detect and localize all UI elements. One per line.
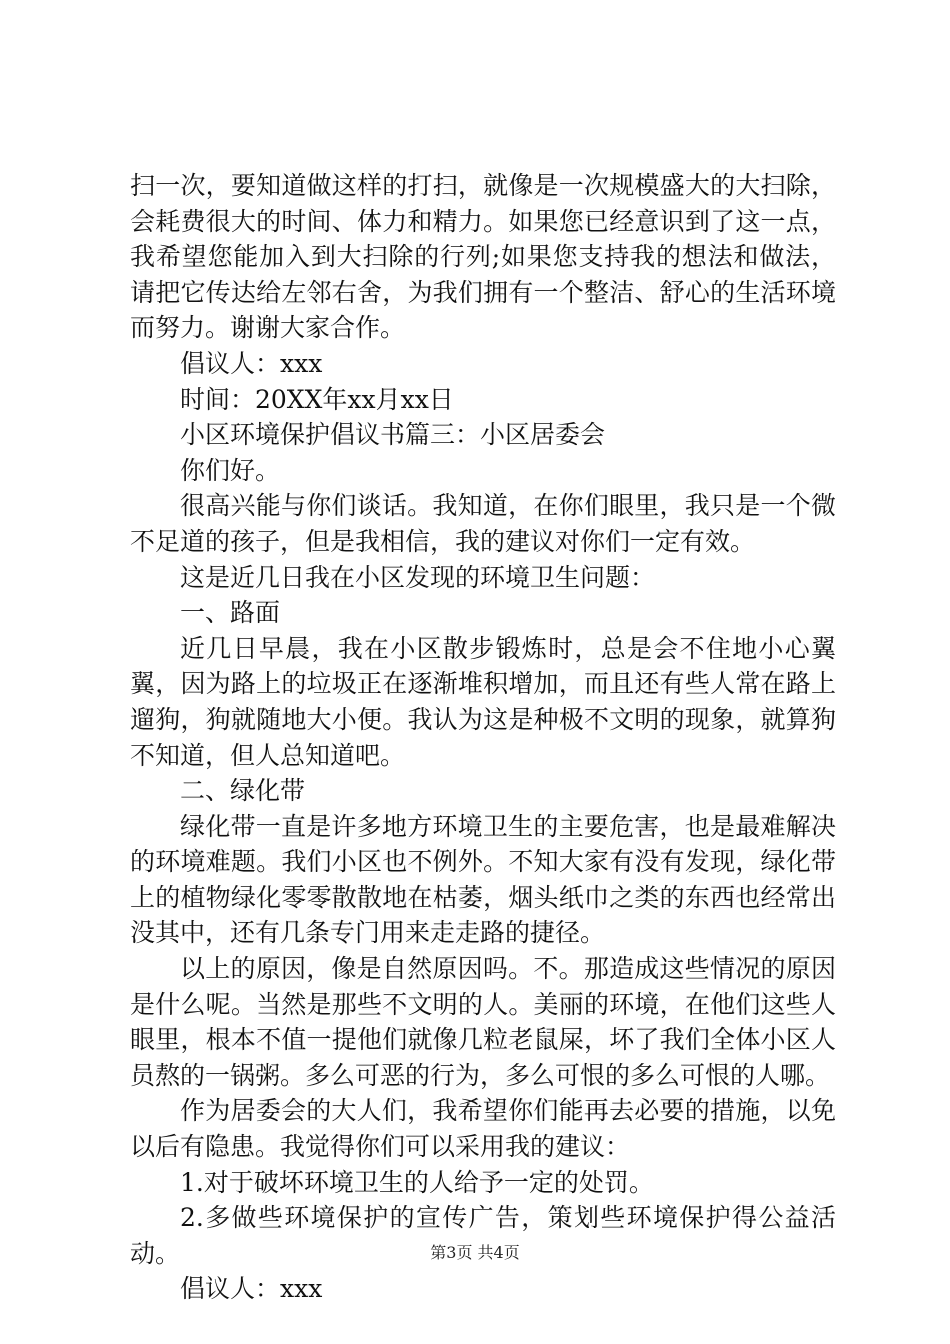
- paragraph-road: 近几日早晨，我在小区散步锻炼时，总是会不住地小心翼翼，因为路上的垃圾正在逐渐堆积增加，而且还有些人常在路上遛狗，狗就随地大小便。我认为这是种极不文明的现象，就算狗不知道，但人总知道吧。: [130, 633, 836, 770]
- paragraph-proposer: 倡议人：xxx: [180, 348, 323, 378]
- paragraph-closing-text: 扫一次，要知道做这样的打扫，就像是一次规模盛大的大扫除，会耗费很大的时间、体力和精力。如果您已经意识到了这一点，我希望您能加入到大扫除的行列;如果您支持我的想法和做法，请把它传达给左邻右舍，为我们拥有一个整洁、舒心的生活环境而努力。谢谢大家合作。: [130, 171, 836, 343]
- paragraph-proposer-signature: 倡议人：xxx: [180, 1274, 323, 1304]
- paragraph-causes: 以上的原因，像是自然原因吗。不。那造成这些情况的原因是什么呢。当然是那些不文明的人。美丽的环境，在他们这些人眼里，根本不值一提他们就像几粒老鼠屎，坏了我们全体小区人员熬的一锅粥。多么可恶的行为，多么可恨的多么可恨的人哪。: [130, 954, 836, 1090]
- paragraph-intro: 很高兴能与你们谈话。我知道，在你们眼里，我只是一个微不足道的孩子，但是我相信，我的建议对你们一定有效。: [130, 491, 836, 556]
- paragraph-problems-lead: 这是近几日我在小区发现的环境卫生问题：: [180, 562, 656, 592]
- page-number-footer: 第3页 共4页: [430, 1243, 520, 1262]
- paragraph-greenbelt: 绿化带一直是许多地方环境卫生的主要危害，也是最难解决的环境难题。我们小区也不例外。不知大家有没有发现，绿化带上的植物绿化零零散散地在枯萎，烟头纸巾之类的东西也经常出没其中，还有几条专门用来走走路的捷径。: [130, 811, 836, 948]
- list-item-suggestion-1: 1.对于破坏环境卫生的人给予一定的处罚。: [180, 1167, 654, 1197]
- paragraph-date: 时间：20XX年xx月xx日: [180, 384, 454, 414]
- paragraph-section-title: 小区环境保护倡议书篇三：小区居委会: [180, 420, 606, 450]
- paragraph-suggestion-lead: 作为居委会的大人们，我希望你们能再去必要的措施，以免以后有隐患。我觉得你们可以采用我的建议：: [130, 1096, 836, 1162]
- heading-greenbelt: 二、绿化带: [180, 776, 306, 806]
- list-item-suggestion-2: 2.多做些环境保护的宣传广告，策划些环境保护得公益活动。: [130, 1203, 836, 1268]
- document-body: [130, 168, 836, 1307]
- heading-road: 一、路面: [180, 598, 281, 628]
- paragraph-greeting: 你们好。: [180, 455, 281, 485]
